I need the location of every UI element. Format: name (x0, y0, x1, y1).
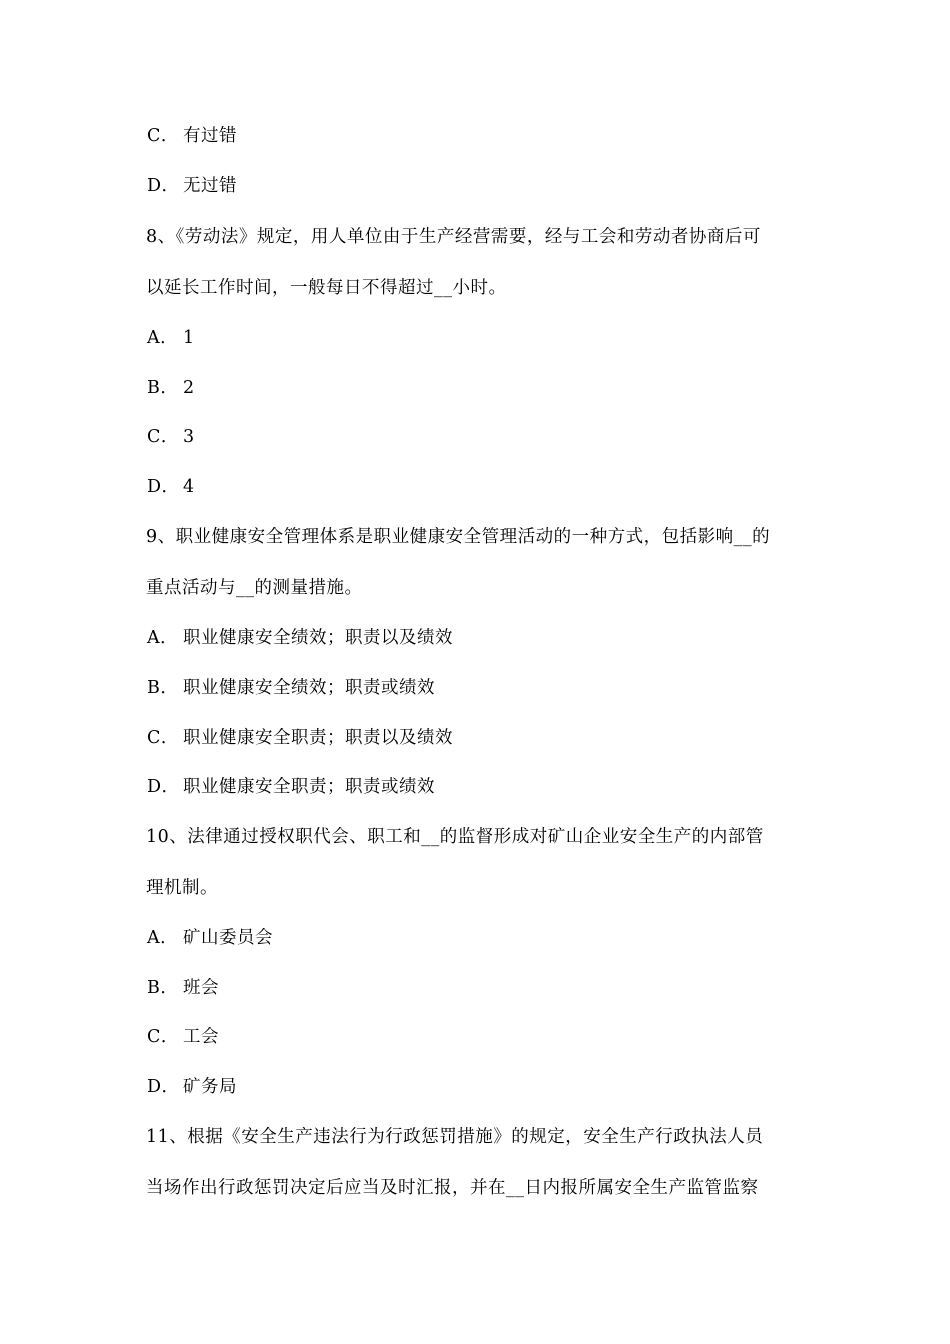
question-9-option-a: A． 职业健康安全绩效；职责以及绩效 (147, 628, 453, 648)
question-9-option-c: C． 职业健康安全职责；职责以及绩效 (147, 728, 453, 748)
question-10-line-1: 10、法律通过授权职代会、职工和__的监督形成对矿山企业安全生产的内部管 (146, 827, 764, 847)
question-10-line-2: 理机制。 (146, 878, 218, 898)
question-8-line-1: 8、《劳动法》规定，用人单位由于生产经营需要，经与工会和劳动者协商后可 (146, 227, 761, 247)
question-9-line-1: 9、职业健康安全管理体系是职业健康安全管理活动的一种方式，包括影响__的 (146, 527, 771, 547)
question-8-option-a: A． 1 (147, 328, 195, 348)
question-11-line-2: 当场作出行政惩罚决定后应当及时汇报，并在__日内报所属安全生产监管监察 (146, 1178, 759, 1198)
question-10-option-c: C． 工会 (147, 1027, 219, 1047)
question-8-option-d: D． 4 (147, 477, 195, 497)
question-11-line-1: 11、根据《安全生产违法行为行政惩罚措施》的规定，安全生产行政执法人员 (146, 1127, 764, 1147)
question-10-option-d: D． 矿务局 (147, 1077, 237, 1097)
question-8-option-b: B． 2 (147, 378, 195, 398)
question-9-line-2: 重点活动与__的测量措施。 (146, 578, 363, 598)
question-10-option-b: B． 班会 (147, 978, 219, 998)
question-10-option-a: A． 矿山委员会 (147, 928, 273, 948)
question-8-line-2: 以延长工作时间，一般每日不得超过__小时。 (146, 278, 507, 298)
question-9-option-d: D． 职业健康安全职责；职责或绩效 (147, 777, 435, 797)
question-9-option-b: B． 职业健康安全绩效；职责或绩效 (147, 678, 435, 698)
option-d: D． 无过错 (147, 176, 237, 196)
option-c: C． 有过错 (147, 126, 237, 146)
question-8-option-c: C． 3 (147, 427, 195, 447)
